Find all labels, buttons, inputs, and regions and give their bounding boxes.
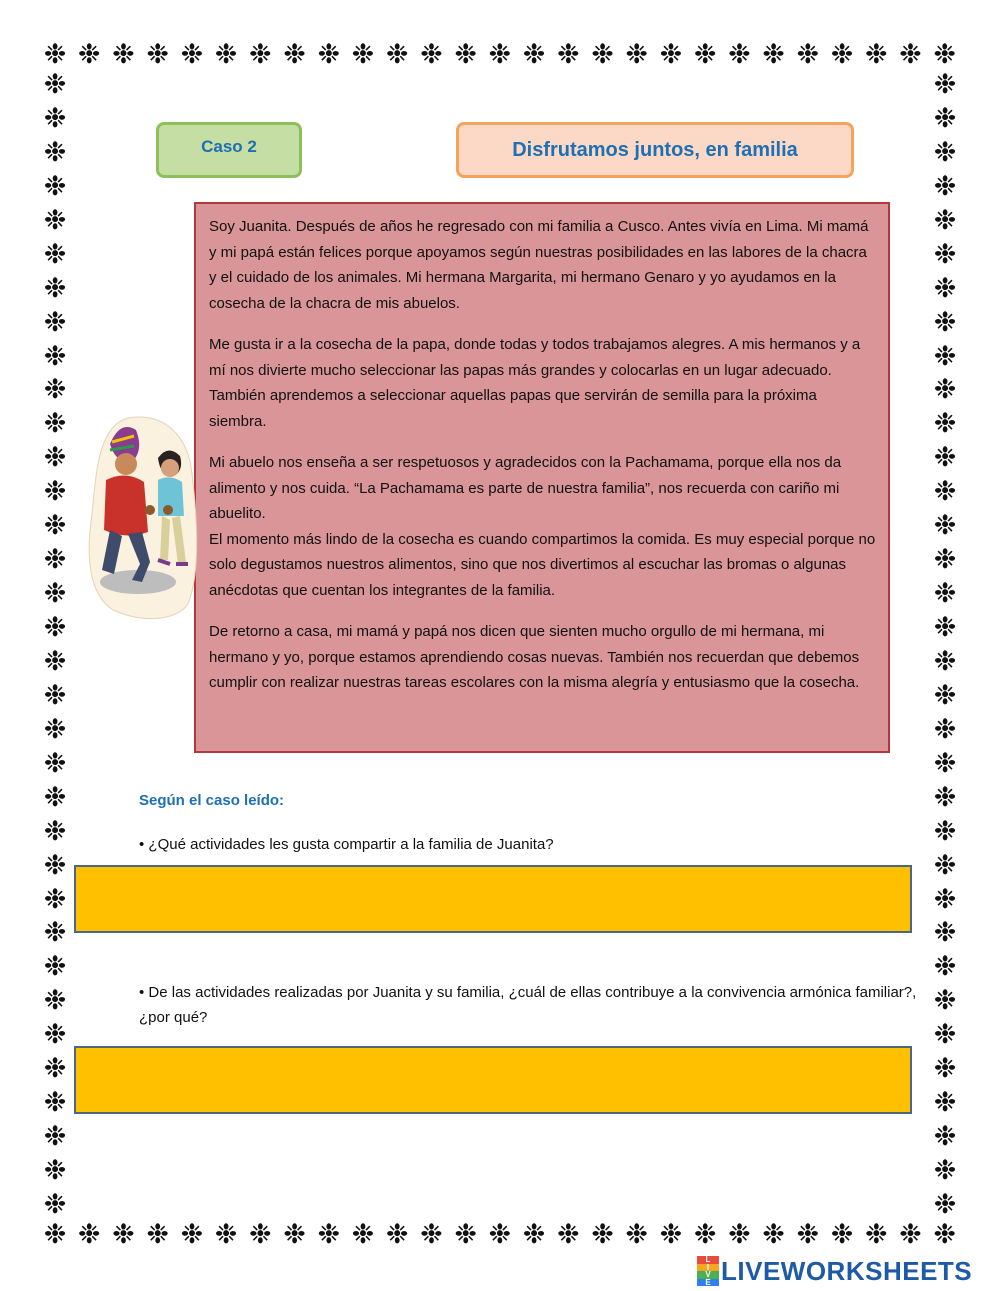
border-star-icon: ❉	[933, 1053, 957, 1085]
answer-field-2[interactable]	[74, 1046, 912, 1114]
border-star-icon: ❉	[112, 1219, 135, 1250]
logo-badge-letter: I	[697, 1264, 719, 1272]
border-star-icon: ❉	[933, 612, 957, 643]
border-star-icon: ❉	[522, 1219, 546, 1250]
border-right	[930, 70, 960, 1220]
border-star-icon: ❉	[43, 1188, 67, 1220]
case-label	[156, 122, 302, 178]
border-top	[40, 40, 960, 70]
story-paragraph: Mi abuelo nos enseña a ser respetuosos y agradecidos con la Pachamama, porque ella nos da alimento y nos cuida. “La Pachamama es parte de nuestra familia”, nos recuerda con cariño mi abuelito.	[209, 454, 842, 522]
border-star-icon: ❉	[591, 39, 614, 70]
border-star-icon: ❉	[43, 917, 67, 949]
border-star-icon: ❉	[864, 1219, 888, 1250]
border-star-icon: ❉	[43, 1219, 67, 1250]
border-star-icon: ❉	[933, 272, 957, 304]
border-star-icon: ❉	[180, 1219, 204, 1250]
border-star-icon: ❉	[933, 747, 957, 779]
border-star-icon: ❉	[43, 306, 67, 338]
border-star-icon: ❉	[283, 39, 306, 70]
border-star-icon: ❉	[214, 1219, 238, 1250]
border-star-icon: ❉	[351, 39, 375, 70]
border-bottom	[40, 1220, 960, 1250]
border-star-icon: ❉	[43, 985, 67, 1017]
border-star-icon: ❉	[933, 713, 957, 745]
border-star-icon: ❉	[43, 1121, 67, 1153]
border-star-icon: ❉	[933, 408, 957, 440]
logo-badge-letter: E	[697, 1279, 719, 1287]
border-star-icon: ❉	[43, 713, 67, 745]
border-star-icon: ❉	[728, 1219, 751, 1250]
border-star-icon: ❉	[933, 69, 957, 100]
border-star-icon: ❉	[43, 645, 67, 677]
border-star-icon: ❉	[43, 1053, 67, 1085]
border-star-icon: ❉	[762, 39, 785, 70]
border-star-icon: ❉	[933, 442, 957, 474]
answer-field-1[interactable]	[74, 865, 912, 933]
border-star-icon: ❉	[933, 476, 957, 508]
border-star-icon: ❉	[556, 39, 580, 70]
border-star-icon: ❉	[933, 951, 957, 983]
border-star-icon: ❉	[385, 1219, 409, 1250]
border-star-icon: ❉	[214, 39, 238, 70]
border-star-icon: ❉	[556, 1219, 580, 1250]
border-star-icon: ❉	[249, 1219, 272, 1250]
border-star-icon: ❉	[43, 883, 67, 915]
border-star-icon: ❉	[43, 951, 67, 983]
border-star-icon: ❉	[420, 39, 443, 70]
border-star-icon: ❉	[693, 39, 717, 70]
border-star-icon: ❉	[43, 272, 67, 304]
border-star-icon: ❉	[420, 1219, 443, 1250]
border-star-icon: ❉	[933, 204, 957, 236]
border-star-icon: ❉	[933, 374, 957, 406]
border-star-icon: ❉	[43, 815, 67, 847]
border-star-icon: ❉	[43, 849, 67, 881]
border-star-icon: ❉	[933, 39, 956, 70]
border-star-icon: ❉	[933, 1087, 957, 1119]
border-star-icon: ❉	[591, 1219, 614, 1250]
border-star-icon: ❉	[317, 39, 341, 70]
logo-text: LIVEWORKSHEETS	[721, 1255, 973, 1286]
border-star-icon: ❉	[43, 1155, 67, 1186]
border-star-icon: ❉	[933, 340, 957, 372]
border-star-icon: ❉	[933, 170, 957, 202]
border-star-icon: ❉	[796, 1219, 820, 1250]
border-star-icon: ❉	[659, 1219, 683, 1250]
border-star-icon: ❉	[933, 1019, 957, 1051]
story-paragraph: Me gusta ir a la cosecha de la papa, donde todas y todos trabajamos alegres. A mis hermanos y a mí nos divierte mucho seleccionar las papas más grandes y colocarlas en un lugar adecuado. También aprendemos a seleccionar aquellas papas que servirán de semilla para la próxima siembra.	[209, 336, 861, 430]
border-star-icon: ❉	[933, 645, 957, 677]
logo-badge-icon	[697, 1256, 719, 1286]
border-star-icon: ❉	[43, 442, 67, 474]
story-paragraph: El momento más lindo de la cosecha es cuando compartimos la comida. Es muy especial porque no solo degustamos nuestros alimentos, sino que nos divertimos al escuchar las bromas o algunas anécdotas que cuentan los integrantes de la familia.	[209, 530, 876, 599]
border-star-icon: ❉	[283, 1219, 306, 1250]
questions-heading: Según el caso leído:	[139, 792, 285, 809]
question-1: • ¿Qué actividades les gusta compartir a la familia de Juanita?	[139, 836, 554, 853]
border-star-icon: ❉	[488, 1219, 512, 1250]
logo-badge-letter: L	[697, 1256, 719, 1264]
worksheet-title-text: Disfrutamos juntos, en familia	[512, 138, 798, 161]
border-star-icon: ❉	[933, 679, 957, 711]
worksheet-title	[456, 122, 854, 178]
story-paragraph: Soy Juanita. Después de años he regresado con mi familia a Cusco. Antes vivía en Lima. Mi mamá y mi papá están felices porque apoyamos según nuestras posibilidades en las labores de la chacra y el cuidado de los animales. Mi hermana Margarita, mi hermano Genaro y yo ayudamos en la cosecha de la chacra de mis abuelos.	[209, 218, 869, 312]
border-star-icon: ❉	[43, 238, 67, 270]
border-star-icon: ❉	[933, 1188, 957, 1220]
border-star-icon: ❉	[625, 39, 649, 70]
border-star-icon: ❉	[830, 1219, 854, 1250]
border-star-icon: ❉	[43, 781, 67, 813]
border-star-icon: ❉	[43, 1019, 67, 1051]
border-star-icon: ❉	[351, 1219, 375, 1250]
story-box	[194, 202, 890, 753]
border-star-icon: ❉	[830, 39, 854, 70]
border-star-icon: ❉	[77, 1219, 101, 1250]
border-star-icon: ❉	[659, 39, 683, 70]
border-star-icon: ❉	[317, 1219, 341, 1250]
border-star-icon: ❉	[625, 1219, 649, 1250]
border-star-icon: ❉	[899, 1219, 922, 1250]
border-star-icon: ❉	[43, 578, 67, 610]
border-star-icon: ❉	[933, 883, 957, 915]
story-paragraph: De retorno a casa, mi mamá y papá nos dicen que sienten mucho orgullo de mi hermana, mi hermano y yo, porque estamos aprendiendo cosas nuevas. También nos recuerdan que debemos cumplir con realizar nuestras tareas escolares con la misma alegría y entusiasmo que la cosecha.	[209, 623, 860, 691]
border-star-icon: ❉	[454, 39, 477, 70]
liveworksheets-logo	[697, 1254, 972, 1288]
border-star-icon: ❉	[933, 136, 957, 168]
border-star-icon: ❉	[43, 340, 67, 372]
border-star-icon: ❉	[522, 39, 546, 70]
border-star-icon: ❉	[933, 917, 957, 949]
border-star-icon: ❉	[933, 781, 957, 813]
border-left	[40, 70, 70, 1220]
border-star-icon: ❉	[933, 1121, 957, 1153]
border-star-icon: ❉	[43, 39, 67, 70]
border-star-icon: ❉	[488, 39, 512, 70]
border-star-icon: ❉	[43, 170, 67, 202]
border-star-icon: ❉	[146, 39, 169, 70]
border-star-icon: ❉	[43, 102, 67, 134]
border-star-icon: ❉	[693, 1219, 717, 1250]
border-star-icon: ❉	[933, 238, 957, 270]
border-star-icon: ❉	[933, 306, 957, 338]
border-star-icon: ❉	[933, 544, 957, 576]
question-2: • De las actividades realizadas por Juanita y su familia, ¿cuál de ellas contribuye a la convivencia armónica familiar?, ¿por qué?	[139, 984, 917, 1026]
border-star-icon: ❉	[933, 1219, 956, 1250]
border-star-icon: ❉	[43, 1087, 67, 1119]
family-illustration	[88, 414, 200, 622]
logo-badge-letter: V	[697, 1271, 719, 1279]
border-star-icon: ❉	[43, 204, 67, 236]
border-star-icon: ❉	[933, 985, 957, 1017]
border-star-icon: ❉	[43, 374, 67, 406]
border-star-icon: ❉	[112, 39, 135, 70]
case-label-text: Caso 2	[201, 137, 257, 156]
border-star-icon: ❉	[43, 69, 67, 100]
border-star-icon: ❉	[933, 102, 957, 134]
border-star-icon: ❉	[728, 39, 751, 70]
border-star-icon: ❉	[933, 1155, 957, 1186]
border-star-icon: ❉	[899, 39, 922, 70]
border-star-icon: ❉	[249, 39, 272, 70]
border-star-icon: ❉	[385, 39, 409, 70]
border-star-icon: ❉	[43, 476, 67, 508]
border-star-icon: ❉	[864, 39, 888, 70]
border-star-icon: ❉	[933, 849, 957, 881]
border-star-icon: ❉	[146, 1219, 169, 1250]
border-star-icon: ❉	[43, 679, 67, 711]
border-star-icon: ❉	[43, 544, 67, 576]
border-star-icon: ❉	[933, 578, 957, 610]
border-star-icon: ❉	[454, 1219, 477, 1250]
border-star-icon: ❉	[796, 39, 820, 70]
border-star-icon: ❉	[43, 510, 67, 542]
border-star-icon: ❉	[43, 747, 67, 779]
border-star-icon: ❉	[933, 815, 957, 847]
border-star-icon: ❉	[180, 39, 204, 70]
border-star-icon: ❉	[77, 39, 101, 70]
border-star-icon: ❉	[43, 612, 67, 643]
border-star-icon: ❉	[43, 136, 67, 168]
border-star-icon: ❉	[933, 510, 957, 542]
border-star-icon: ❉	[762, 1219, 785, 1250]
border-star-icon: ❉	[43, 408, 67, 440]
